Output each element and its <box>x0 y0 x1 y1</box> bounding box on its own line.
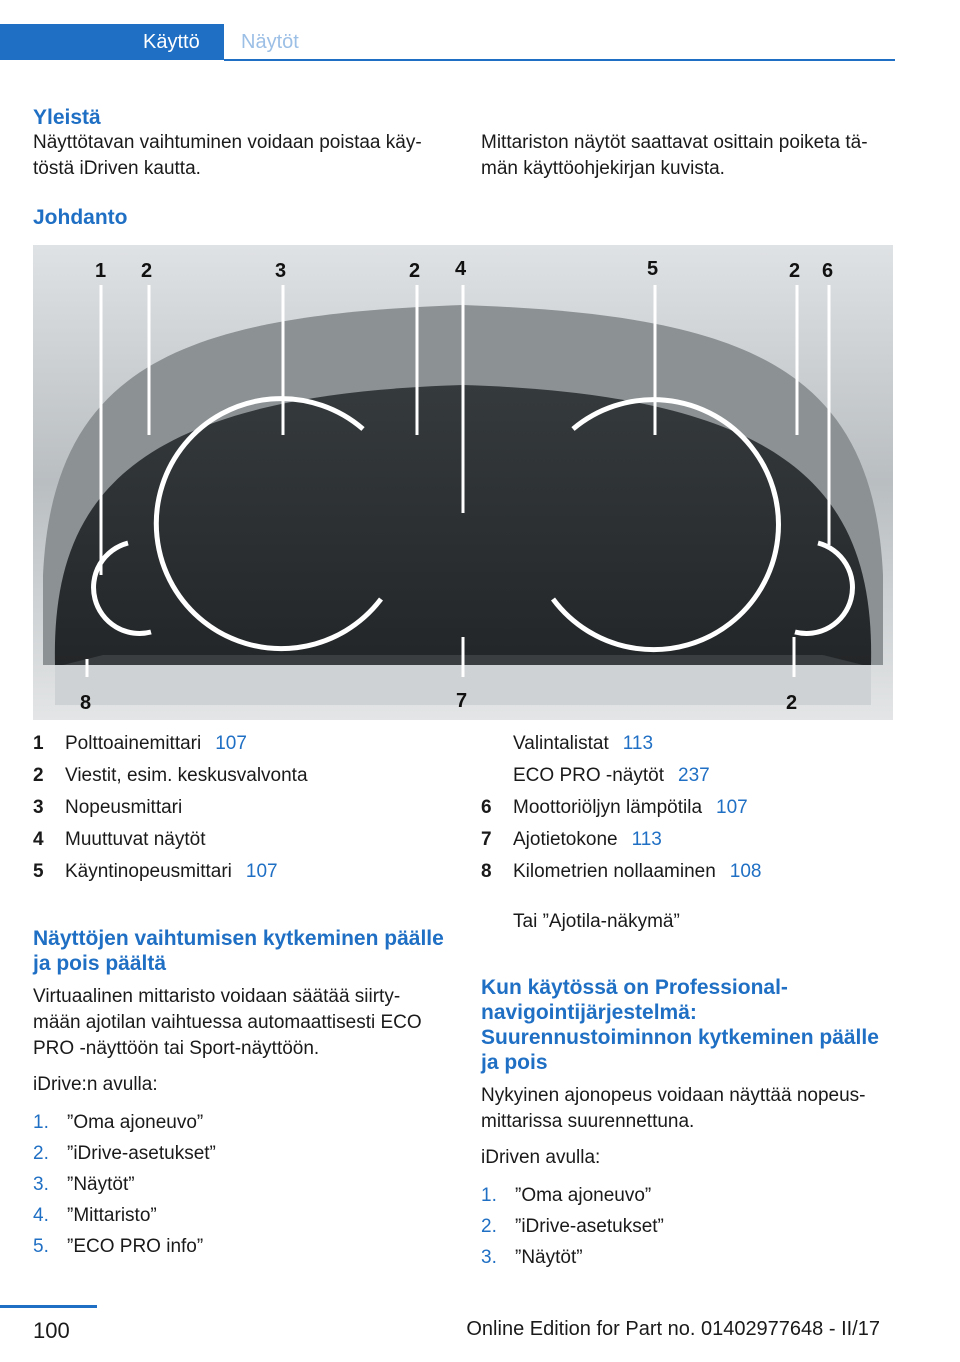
footer-rule <box>0 1305 97 1308</box>
legend-label: Moottoriöljyn lämpötila <box>513 797 703 818</box>
legend-label: Kilometrien nollaaminen <box>513 861 716 882</box>
legend-label: Nopeusmittari <box>65 797 183 818</box>
callout-5: 5 <box>647 258 659 280</box>
page-link[interactable]: 107 <box>245 861 278 882</box>
legend-item <box>481 728 901 760</box>
header-bar <box>0 24 895 60</box>
section-zoom <box>481 975 896 1274</box>
legend-item <box>33 728 453 760</box>
list-item: 2. ”iDrive-asetukset” <box>481 1212 896 1242</box>
callout-4: 4 <box>455 258 467 280</box>
legend-label: ECO PRO -näytöt <box>513 765 664 786</box>
step-label: ”Näytöt” <box>515 1247 583 1268</box>
legend-item <box>481 824 901 856</box>
page-link[interactable]: 113 <box>631 829 662 850</box>
legend-num: 5 <box>33 861 44 882</box>
step-label: ”Oma ajoneuvo” <box>67 1112 204 1133</box>
step-label: ”Oma ajoneuvo” <box>515 1185 652 1206</box>
legend-right <box>481 728 901 938</box>
legend-label: Polttoainemittari <box>65 733 202 754</box>
legend-left <box>33 728 453 888</box>
header-rule <box>224 59 895 61</box>
legend-note-row <box>481 906 901 938</box>
heading-switch: Näyttöjen vaihtumisen kytkeminen päälle ja pois päältä <box>33 927 444 975</box>
heading-yleista: Yleistä <box>33 106 101 129</box>
legend-label: Viestit, esim. keskusvalvonta <box>65 765 308 786</box>
switch-via: iDrive:n avulla: <box>33 1074 158 1095</box>
callout-1: 1 <box>95 260 107 282</box>
section-switch <box>33 926 445 1263</box>
callout-2a: 2 <box>141 260 153 282</box>
step-label: ”Näytöt” <box>67 1174 135 1195</box>
callout-8: 8 <box>80 692 92 714</box>
page-link[interactable]: 107 <box>716 797 748 818</box>
edition-text: Online Edition for Part no. 01402977648 - II/17 <box>466 1318 880 1340</box>
step-label: ”iDrive-asetukset” <box>67 1143 216 1164</box>
page-link[interactable]: 108 <box>729 861 762 882</box>
legend-num: 2 <box>33 765 44 786</box>
page-link[interactable]: 237 <box>678 765 710 786</box>
step-label: ”Mittaristo” <box>67 1205 157 1226</box>
zoom-text: Nykyinen ajonopeus voidaan näyttää nopeus‐ mittarissa suurennettuna. <box>481 1085 866 1132</box>
legend-label: Muuttuvat näytöt <box>65 829 206 850</box>
legend-note: Tai ”Ajotila-näkymä” <box>513 911 680 932</box>
page-number: 100 <box>33 1318 70 1343</box>
list-item: 5. ”ECO PRO info” <box>33 1232 445 1262</box>
heading-johdanto: Johdanto <box>33 206 128 229</box>
legend-num: 8 <box>481 861 492 882</box>
legend-num: 1 <box>33 733 44 754</box>
legend-num: 6 <box>481 797 492 818</box>
legend-num <box>481 728 513 760</box>
page-link[interactable]: 113 <box>622 733 654 754</box>
list-item: 1. ”Oma ajoneuvo” <box>481 1181 896 1211</box>
legend-item <box>33 856 453 888</box>
legend-item <box>33 792 453 824</box>
zoom-steps <box>481 1181 896 1273</box>
zoom-via: iDriven avulla: <box>481 1147 601 1168</box>
legend-num: 7 <box>481 829 492 850</box>
list-item: 3. ”Näytöt” <box>33 1170 445 1200</box>
legend-label: Valintalistat <box>513 733 609 754</box>
callout-2c: 2 <box>789 260 801 282</box>
tab-kaytto[interactable]: Käyttö <box>0 24 224 60</box>
tab-naytot[interactable]: Näytöt <box>241 31 299 53</box>
callout-2d: 2 <box>786 692 798 714</box>
intro-right-text: Mittariston näytöt saattavat osittain poiketa tä‐ män käyttöohjekirjan kuvista. <box>481 132 868 179</box>
legend-item <box>481 760 901 792</box>
page-link[interactable]: 107 <box>215 733 247 754</box>
list-item: 4. ”Mittaristo” <box>33 1201 445 1231</box>
legend-num: 3 <box>33 797 44 818</box>
switch-text: Virtuaalinen mittaristo voidaan säätää siirty‐ mään ajotilan vaihtuessa automaattisesti ECO PRO -näyttöön tai Sport-näyttöön. <box>33 986 422 1059</box>
instrument-cluster-figure <box>33 245 893 720</box>
intro-right <box>481 130 891 182</box>
legend-label: Ajotietokone <box>513 829 618 850</box>
legend-item <box>33 824 453 856</box>
heading-zoom: Kun käytössä on Professional-navigointijärjestelmä: Suurennustoiminnon kytkeminen päälle ja pois <box>481 976 879 1074</box>
step-label: ”iDrive-asetukset” <box>515 1216 664 1237</box>
callout-3: 3 <box>275 260 287 282</box>
callout-2b: 2 <box>409 260 421 282</box>
legend-item <box>481 856 901 888</box>
callout-7: 7 <box>456 690 468 712</box>
legend-num <box>481 760 513 792</box>
switch-steps <box>33 1108 445 1262</box>
step-label: ”ECO PRO info” <box>67 1236 204 1257</box>
legend-item <box>481 792 901 824</box>
intro-left-text: Näyttötavan vaihtuminen voidaan poistaa käy‐ töstä iDriven kautta. <box>33 132 422 179</box>
list-item: 2. ”iDrive-asetukset” <box>33 1139 445 1169</box>
list-item: 3. ”Näytöt” <box>481 1243 896 1273</box>
legend-item <box>33 760 453 792</box>
intro-left <box>33 105 443 182</box>
callout-6: 6 <box>822 260 834 282</box>
legend-label: Käyntinopeusmittari <box>65 861 232 882</box>
legend-num: 4 <box>33 829 44 850</box>
list-item: 1. ”Oma ajoneuvo” <box>33 1108 445 1138</box>
